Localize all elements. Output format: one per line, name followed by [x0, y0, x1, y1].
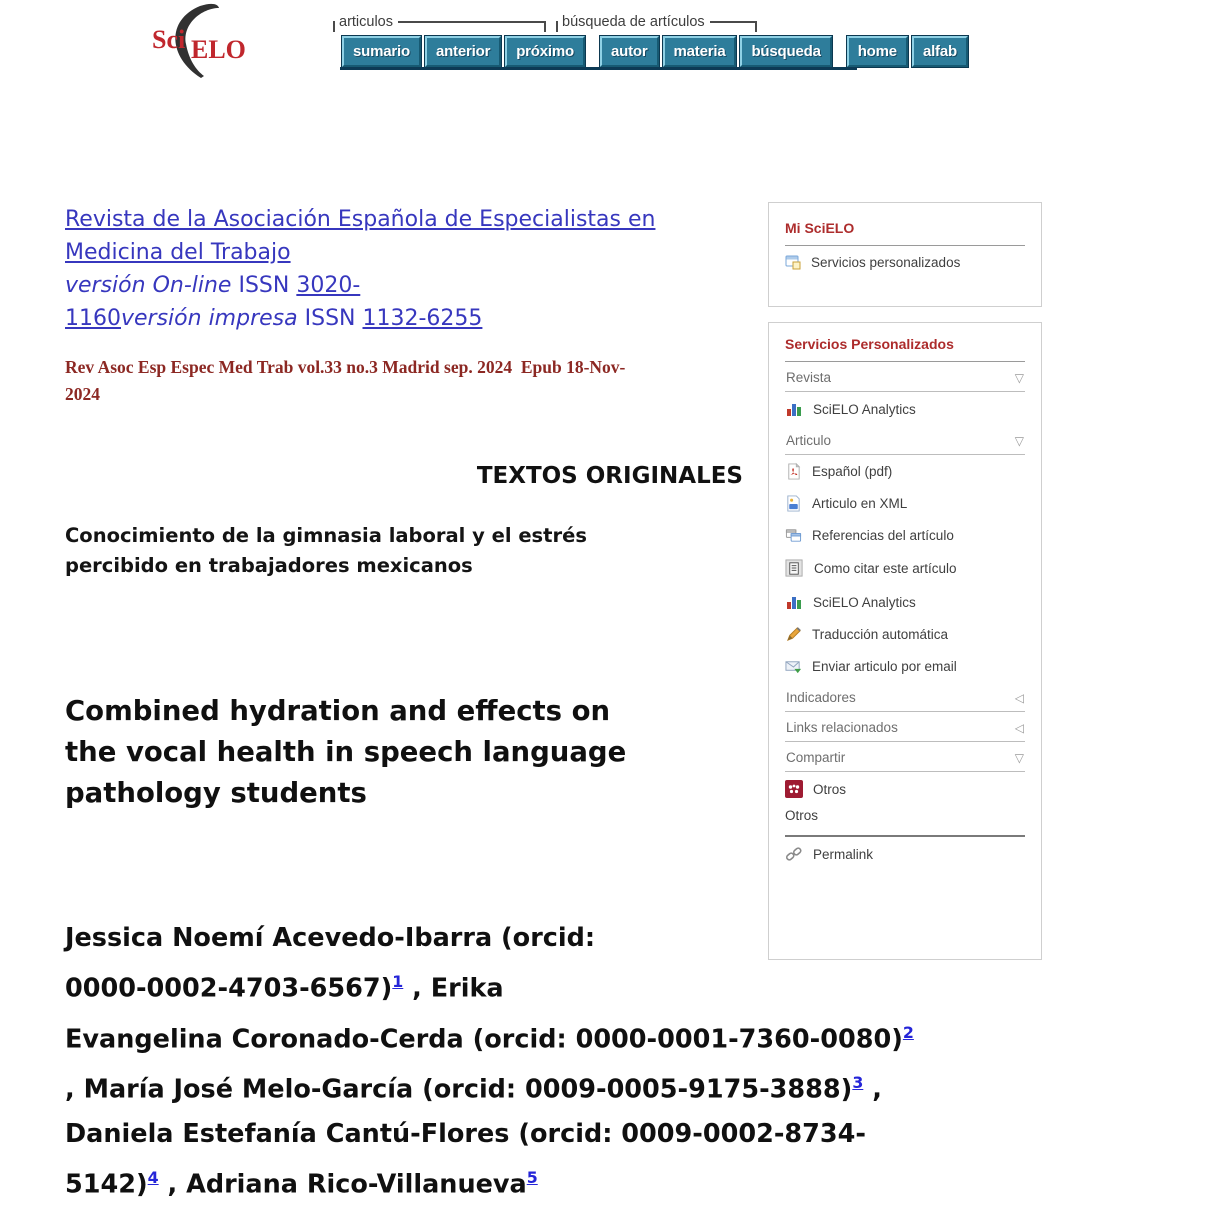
nav-button-busqueda[interactable]: búsqueda — [740, 36, 831, 67]
title-en-line: the vocal health in speech language — [65, 732, 626, 773]
text-run: , María José Melo-García (orcid: 0009-0005-9175-3888) — [65, 1075, 852, 1105]
bar-chart-icon — [785, 593, 803, 611]
servicios-personalizados-box — [768, 322, 1042, 960]
citation-line: 2024 — [65, 381, 625, 408]
sidebar-section-compartir[interactable] — [785, 742, 1025, 772]
sidebar-item-label: Servicios personalizados — [811, 255, 960, 270]
sidebar-section-links-relacionados[interactable] — [785, 712, 1025, 742]
chevron-left-icon: ◁ — [1015, 691, 1024, 705]
sidebar-item-label: Otros — [813, 782, 846, 797]
nav-button-home[interactable]: home — [847, 36, 908, 67]
text-run: , — [863, 1075, 882, 1105]
chevron-down-icon: ▽ — [1015, 434, 1024, 448]
nav-group-articulos — [333, 11, 546, 33]
authors-line — [65, 1156, 914, 1206]
chevron-left-icon: ◁ — [1015, 721, 1024, 735]
citation-line: Rev Asoc Esp Espec Med Trab vol.33 no.3 Madrid sep. 2024 Epub 18-Nov- — [65, 354, 625, 381]
sidebar-item-label: Articulo en XML — [812, 496, 907, 511]
article-citation — [65, 354, 625, 408]
author-affiliation-link[interactable]: 2 — [903, 1023, 914, 1042]
text-run: Jessica Noemí Acevedo-Ibarra (orcid: — [65, 923, 595, 953]
sidebar-section-indicadores[interactable] — [785, 682, 1025, 712]
section-label: Compartir — [786, 750, 845, 765]
journal-line — [65, 269, 655, 302]
version-print-label: versión impresa — [121, 306, 305, 331]
title-es-line: percibido en trabajadores mexicanos — [65, 551, 587, 581]
issn-online-link[interactable]: 3020- — [296, 273, 360, 298]
text-run: Evangelina Coronado-Cerda (orcid: 0000-0001-7360-0080) — [65, 1024, 903, 1054]
nav-group-label: búsqueda de artículos — [558, 14, 710, 30]
text-run: , Adriana Rico-Villanueva — [159, 1169, 527, 1199]
title-en-line: Combined hydration and effects on — [65, 691, 626, 732]
sidebar-item-enviar-email[interactable] — [785, 650, 1025, 682]
text-run: 5142) — [65, 1169, 148, 1199]
authors-line — [65, 1112, 914, 1156]
chain-link-icon — [785, 845, 803, 863]
sidebar-item-articulo-xml[interactable] — [785, 487, 1025, 519]
title-es-line: Conocimiento de la gimnasia laboral y el estrés — [65, 521, 587, 551]
sidebar-item-label: Como citar este artículo — [814, 561, 957, 576]
sidebar-item-label: Traducción automática — [812, 627, 948, 642]
bar-chart-icon — [785, 400, 803, 418]
nav-group-label: articulos — [335, 14, 398, 30]
mendeley-otros-icon — [785, 780, 803, 798]
authors-line — [65, 1011, 914, 1062]
journal-title-link[interactable]: Medicina del Trabajo — [65, 240, 291, 265]
journal-header — [65, 203, 655, 335]
nav-button-materia[interactable]: materia — [663, 36, 737, 67]
sidebar-item-label: Referencias del artículo — [812, 528, 954, 543]
article-title-english — [65, 691, 626, 814]
bracket-line — [398, 21, 544, 23]
scielo-logo[interactable] — [138, 2, 258, 80]
pen-translate-icon — [785, 626, 802, 643]
chevron-down-icon: ▽ — [1015, 371, 1024, 385]
text-run: , Erika — [403, 974, 503, 1004]
nav-button-alfab[interactable]: alfab — [912, 36, 968, 67]
cite-book-icon — [785, 559, 804, 578]
logo-text-sci: Sci — [152, 25, 185, 54]
sidebar-item-servicios-personalizados[interactable] — [785, 246, 1025, 277]
issn-print-link[interactable]: 1132-6255 — [362, 306, 482, 331]
logo-text-elo: ELO — [191, 35, 246, 64]
sidebar-item-traduccion[interactable] — [785, 618, 1025, 650]
sidebar-item-espanol-pdf[interactable] — [785, 455, 1025, 487]
author-affiliation-link[interactable]: 4 — [148, 1168, 159, 1187]
pdf-icon — [785, 463, 802, 480]
xml-document-icon — [785, 495, 802, 512]
nav-group-busqueda — [556, 11, 757, 33]
sidebar-item-label: Español (pdf) — [812, 464, 892, 479]
issn-online-link[interactable]: 1160 — [65, 306, 121, 331]
sidebar-item-permalink[interactable] — [785, 837, 1025, 870]
author-affiliation-link[interactable]: 3 — [852, 1073, 863, 1092]
top-navigation — [340, 36, 970, 67]
authors-line — [65, 960, 914, 1011]
email-icon — [785, 658, 802, 675]
bracket-tick — [556, 21, 558, 32]
article-title-spanish — [65, 521, 587, 580]
nav-button-anterior[interactable]: anterior — [425, 36, 501, 67]
text-run: Daniela Estefanía Cantú-Flores (orcid: 0009-0002-8734- — [65, 1119, 866, 1149]
sidebar-item-referencias[interactable] — [785, 519, 1025, 551]
sidebar-item-label: SciELO Analytics — [813, 595, 916, 610]
bracket-tick — [333, 21, 335, 32]
sidebar-item-label: Enviar articulo por email — [812, 659, 957, 674]
nav-button-sumario[interactable]: sumario — [342, 36, 421, 67]
authors-line — [65, 1061, 914, 1112]
nav-button-autor[interactable]: autor — [600, 36, 659, 67]
personalized-services-icon — [785, 254, 801, 270]
nav-underbar — [340, 67, 857, 70]
journal-line — [65, 236, 655, 269]
windows-icon — [785, 527, 802, 544]
sidebar-item-scielo-analytics-articulo[interactable] — [785, 585, 1025, 618]
sidebar-section-articulo[interactable] — [785, 425, 1025, 455]
bracket-tick — [755, 21, 757, 32]
sidebar-item-como-citar[interactable] — [785, 551, 1025, 585]
author-affiliation-link[interactable]: 1 — [392, 972, 403, 991]
nav-button-proximo[interactable]: próximo — [505, 36, 585, 67]
text-run: 0000-0002-4703-6567) — [65, 974, 392, 1004]
journal-title-link[interactable]: Revista de la Asociación Española de Especialistas en — [65, 207, 655, 232]
section-heading: TEXTOS ORIGINALES — [65, 463, 743, 489]
bracket-tick — [544, 21, 546, 32]
sidebar-section-revista[interactable] — [785, 362, 1025, 392]
title-en-line: pathology students — [65, 773, 626, 814]
journal-line — [65, 203, 655, 236]
sidebar-item-scielo-analytics-revista[interactable] — [785, 392, 1025, 425]
author-affiliation-link[interactable]: 5 — [527, 1168, 538, 1187]
issn-label: ISSN — [305, 306, 363, 331]
journal-line — [65, 302, 655, 335]
servicios-personalizados-heading: Servicios Personalizados — [785, 336, 1025, 352]
sidebar-item-label: Permalink — [813, 847, 873, 862]
sidebar-item-otros[interactable] — [785, 772, 1025, 805]
chevron-down-icon: ▽ — [1015, 751, 1024, 765]
version-online-label: versión On-line — [65, 273, 238, 298]
section-label: Articulo — [786, 433, 831, 448]
mi-scielo-box — [768, 202, 1042, 307]
issn-label: ISSN — [238, 273, 296, 298]
sidebar-item-label: SciELO Analytics — [813, 402, 916, 417]
sidebar-text-otros[interactable]: Otros — [785, 805, 1025, 827]
section-label: Revista — [786, 370, 831, 385]
mi-scielo-heading: Mi SciELO — [785, 220, 1025, 236]
bracket-line — [710, 21, 755, 23]
section-label: Indicadores — [786, 690, 856, 705]
section-label: Links relacionados — [786, 720, 898, 735]
